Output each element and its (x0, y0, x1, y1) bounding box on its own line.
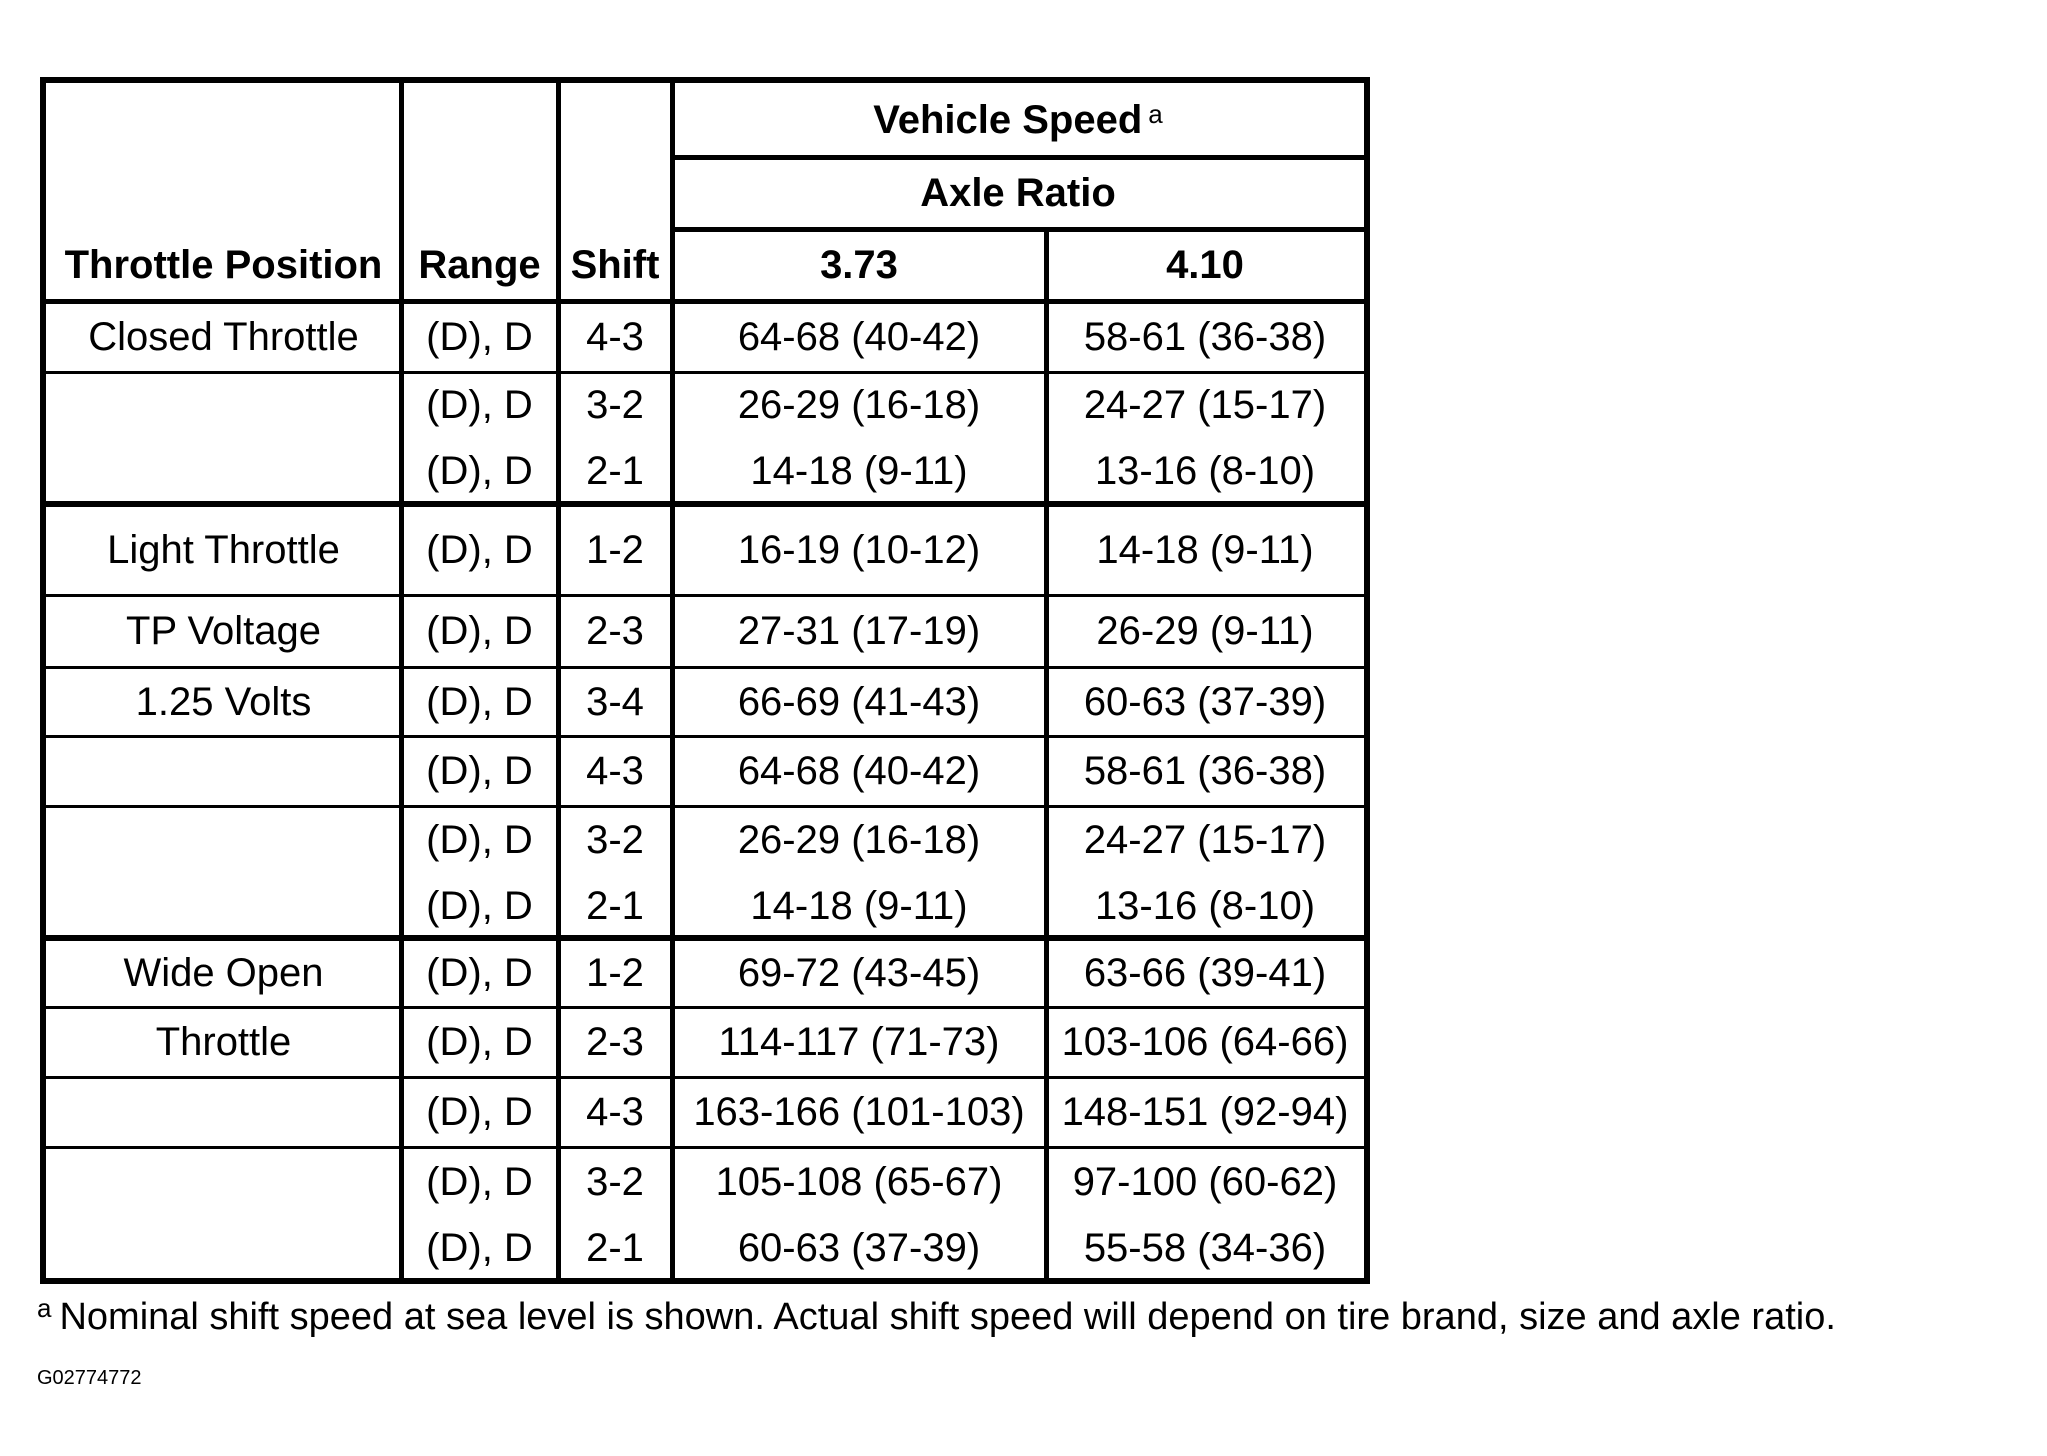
cell-shift (558, 595, 672, 667)
cell-speed-373-text: 27-31 (17-19) (737, 609, 981, 653)
cell-shift-text: 1-2 (586, 950, 644, 995)
header-range-text: Range (418, 243, 541, 287)
cell-range (401, 806, 558, 874)
cell-range-text: (D), D (426, 884, 533, 928)
cell-range (401, 301, 558, 372)
cell-speed-410 (1046, 1077, 1364, 1147)
header-throttle-position-text: Throttle Position (64, 243, 383, 287)
cell-range-text: (D), D (426, 609, 533, 653)
cell-range (401, 595, 558, 667)
cell-range-text: (D), D (426, 527, 533, 572)
cell-shift (558, 667, 672, 736)
cell-speed-373-text: 16-19 (10-12) (737, 527, 981, 572)
cell-range (401, 1147, 558, 1217)
cell-speed-410 (1046, 437, 1364, 504)
cell-throttle-text: Wide Open (123, 950, 324, 995)
cell-speed-410-text: 63-66 (39-41) (1083, 950, 1327, 995)
cell-range (401, 372, 558, 437)
cell-range (401, 1077, 558, 1147)
cell-throttle (46, 1147, 401, 1217)
cell-speed-373-text: 14-18 (9-11) (750, 448, 968, 493)
header-shift (558, 229, 672, 301)
cell-shift (558, 736, 672, 806)
cell-speed-410-text: 24-27 (15-17) (1083, 818, 1327, 862)
cell-speed-410-text: 148-151 (92-94) (1061, 1090, 1349, 1134)
header-shift-text: Shift (570, 243, 660, 287)
cell-shift (558, 1007, 672, 1077)
header-ratio-410 (1046, 229, 1364, 301)
cell-speed-373 (672, 504, 1046, 595)
cell-range (401, 736, 558, 806)
cell-speed-410-text: 26-29 (9-11) (1096, 609, 1314, 653)
cell-range-text: (D), D (426, 1090, 533, 1134)
cell-shift (558, 301, 672, 372)
cell-shift (558, 437, 672, 504)
header-ratio-373 (672, 229, 1046, 301)
cell-throttle-text: Closed Throttle (88, 314, 359, 359)
cell-range-text: (D), D (426, 818, 533, 862)
cell-speed-373-text: 60-63 (37-39) (737, 1225, 981, 1270)
cell-range (401, 1007, 558, 1077)
cell-throttle (46, 1007, 401, 1077)
cell-throttle (46, 736, 401, 806)
cell-speed-373 (672, 736, 1046, 806)
cell-speed-373 (672, 1147, 1046, 1217)
cell-shift-text: 2-1 (586, 1225, 644, 1270)
cell-speed-373 (672, 372, 1046, 437)
cell-shift-text: 4-3 (586, 749, 644, 793)
cell-shift-text: 2-3 (586, 609, 644, 653)
cell-speed-373 (672, 437, 1046, 504)
cell-speed-410 (1046, 301, 1364, 372)
cell-shift (558, 504, 672, 595)
cell-speed-410-text: 58-61 (36-38) (1083, 314, 1327, 359)
cell-speed-373 (672, 806, 1046, 874)
cell-speed-410 (1046, 595, 1364, 667)
cell-speed-373 (672, 938, 1046, 1007)
cell-range-text: (D), D (426, 1160, 533, 1204)
cell-range (401, 667, 558, 736)
cell-throttle (46, 504, 401, 595)
cell-speed-410-text: 24-27 (15-17) (1083, 382, 1327, 427)
cell-shift-text: 3-2 (586, 818, 644, 862)
cell-speed-410-text: 55-58 (34-36) (1083, 1225, 1327, 1270)
cell-throttle-text: Throttle (155, 1020, 292, 1064)
header-throttle-position (46, 229, 401, 301)
cell-shift (558, 1077, 672, 1147)
cell-speed-410 (1046, 667, 1364, 736)
cell-speed-373-text: 163-166 (101-103) (693, 1090, 1025, 1134)
cell-throttle (46, 437, 401, 504)
cell-speed-410-text: 97-100 (60-62) (1072, 1160, 1338, 1204)
header-vehicle-speed (672, 83, 1364, 157)
cell-shift (558, 372, 672, 437)
cell-speed-373-text: 64-68 (40-42) (737, 749, 981, 793)
cell-speed-410 (1046, 1217, 1364, 1278)
cell-speed-410-text: 14-18 (9-11) (1096, 527, 1314, 572)
cell-speed-373-text: 69-72 (43-45) (737, 950, 981, 995)
cell-range (401, 437, 558, 504)
cell-speed-373 (672, 595, 1046, 667)
header-vehicle-speed-text: Vehicle Speed (873, 98, 1143, 142)
header-range (401, 229, 558, 301)
cell-speed-373 (672, 301, 1046, 372)
cell-speed-410 (1046, 938, 1364, 1007)
cell-shift (558, 874, 672, 938)
cell-throttle (46, 938, 401, 1007)
cell-speed-373 (672, 1077, 1046, 1147)
cell-speed-373-text: 14-18 (9-11) (750, 884, 968, 928)
cell-speed-373-text: 114-117 (71-73) (718, 1020, 1000, 1064)
cell-throttle (46, 301, 401, 372)
footnote-mark: a (37, 1293, 52, 1323)
cell-shift-text: 2-3 (586, 1020, 644, 1064)
cell-range-text: (D), D (426, 1020, 533, 1064)
cell-speed-410 (1046, 504, 1364, 595)
cell-range (401, 938, 558, 1007)
cell-speed-410-text: 103-106 (64-66) (1061, 1020, 1349, 1064)
cell-speed-410 (1046, 736, 1364, 806)
cell-speed-373-text: 105-108 (65-67) (715, 1160, 1003, 1204)
footnote-text: Nominal shift speed at sea level is shown. Actual shift speed will depend on tire brand, size and axle ratio. (59, 1296, 1836, 1338)
cell-throttle (46, 1077, 401, 1147)
cell-range (401, 1217, 558, 1278)
cell-range (401, 504, 558, 595)
header-axle-ratio-text: Axle Ratio (920, 171, 1116, 215)
cell-throttle-text: 1.25 Volts (135, 679, 312, 724)
cell-speed-410 (1046, 806, 1364, 874)
cell-speed-410 (1046, 874, 1364, 938)
cell-range (401, 874, 558, 938)
cell-throttle (46, 595, 401, 667)
cell-speed-373-text: 26-29 (16-18) (737, 382, 981, 427)
cell-throttle (46, 806, 401, 874)
cell-speed-410 (1046, 1147, 1364, 1217)
header-axle-ratio (672, 157, 1364, 229)
cell-shift-text: 4-3 (586, 314, 644, 359)
cell-speed-373 (672, 667, 1046, 736)
cell-speed-410-text: 58-61 (36-38) (1083, 749, 1327, 793)
cell-speed-410 (1046, 372, 1364, 437)
cell-speed-410-text: 60-63 (37-39) (1083, 679, 1327, 724)
vehicle-speed-footnote-mark: a (1148, 99, 1163, 129)
cell-throttle-text: Light Throttle (107, 527, 340, 572)
cell-range-text: (D), D (426, 382, 533, 427)
cell-shift-text: 1-2 (586, 527, 644, 572)
cell-shift (558, 1217, 672, 1278)
footnote (37, 1293, 1836, 1339)
cell-speed-373-text: 26-29 (16-18) (737, 818, 981, 862)
cell-speed-373 (672, 874, 1046, 938)
cell-speed-410-text: 13-16 (8-10) (1094, 448, 1316, 493)
cell-shift-text: 2-1 (586, 884, 644, 928)
cell-speed-410 (1046, 1007, 1364, 1077)
cell-range-text: (D), D (426, 679, 533, 724)
cell-range-text: (D), D (426, 314, 533, 359)
figure-id: G02774772 (37, 1367, 142, 1389)
cell-speed-410-text: 13-16 (8-10) (1094, 884, 1316, 928)
cell-range-text: (D), D (426, 749, 533, 793)
cell-throttle (46, 1217, 401, 1278)
cell-range-text: (D), D (426, 448, 533, 493)
cell-shift-text: 3-2 (586, 1160, 644, 1204)
header-ratio-373-text: 3.73 (820, 243, 898, 287)
cell-range-text: (D), D (426, 1225, 533, 1270)
cell-shift (558, 938, 672, 1007)
cell-shift-text: 3-4 (586, 679, 644, 724)
cell-shift-text: 4-3 (586, 1090, 644, 1134)
cell-range-text: (D), D (426, 950, 533, 995)
cell-speed-373-text: 66-69 (41-43) (737, 679, 981, 724)
cell-speed-373-text: 64-68 (40-42) (737, 314, 981, 359)
cell-shift-text: 3-2 (586, 382, 644, 427)
cell-speed-373 (672, 1007, 1046, 1077)
cell-throttle (46, 667, 401, 736)
cell-throttle (46, 372, 401, 437)
shift-speed-table (40, 77, 1370, 1284)
cell-shift-text: 2-1 (586, 448, 644, 493)
cell-throttle-text: TP Voltage (126, 609, 321, 653)
header-ratio-410-text: 4.10 (1166, 243, 1244, 287)
cell-shift (558, 1147, 672, 1217)
cell-shift (558, 806, 672, 874)
cell-throttle (46, 874, 401, 938)
cell-speed-373 (672, 1217, 1046, 1278)
